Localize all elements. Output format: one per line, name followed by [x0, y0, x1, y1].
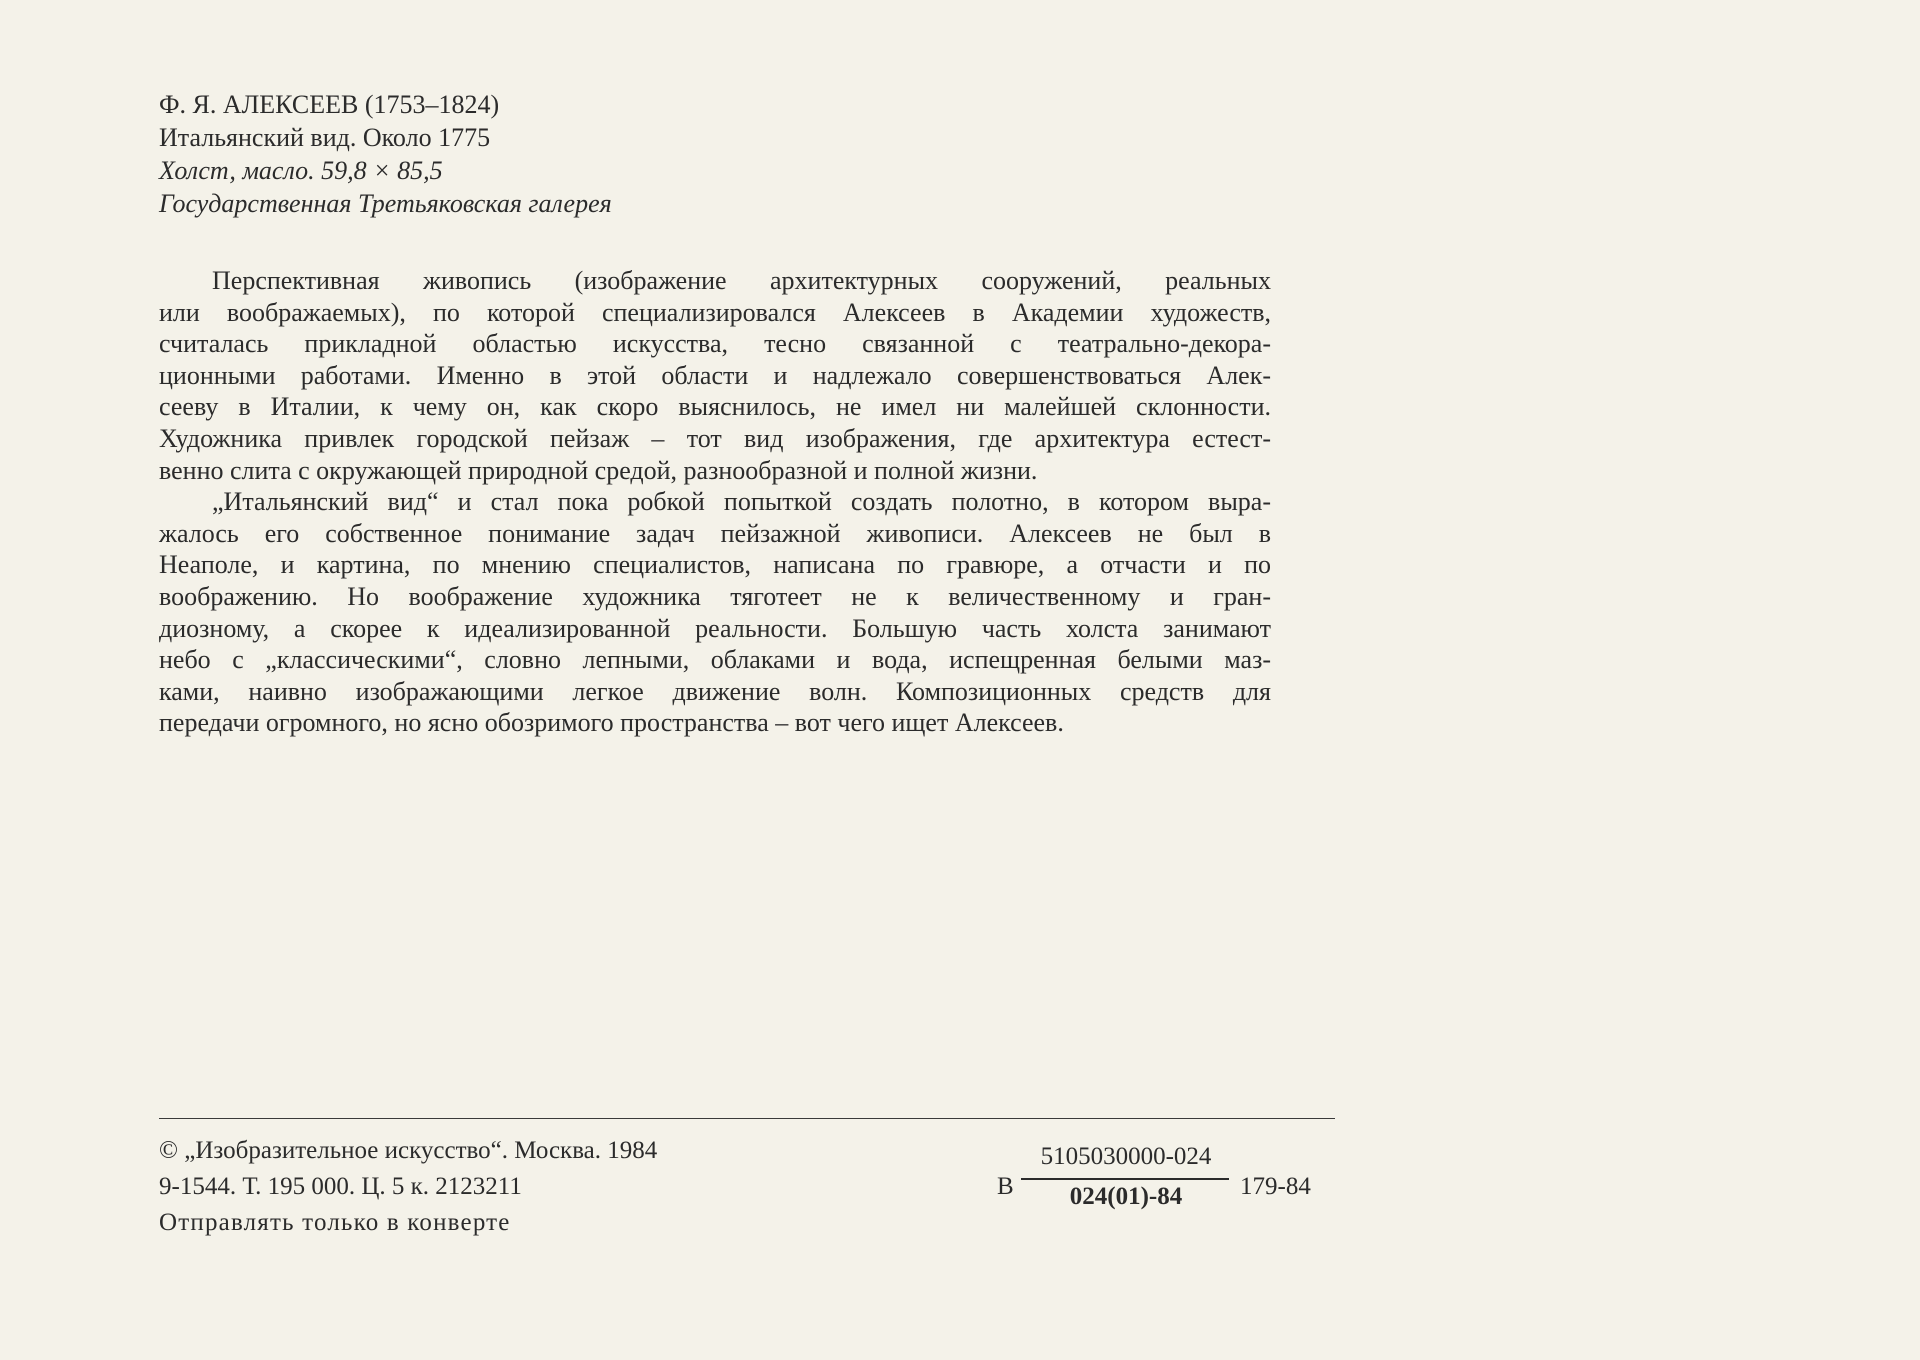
text-line: ками, наивно изображающими легкое движение волн. Композиционных средств для: [159, 676, 1271, 706]
publisher-line: © „Изобразительное искусство“. Москва. 1984: [159, 1137, 658, 1164]
code-numerator: 5105030000-024: [1040, 1143, 1212, 1170]
text-line: диозному, а скорее к идеализированной реальности. Большую часть холста занимают: [159, 613, 1271, 643]
artwork-medium: Холст, масло. 59,8 × 85,5: [159, 156, 443, 185]
catalog-code: [997, 1143, 1337, 1223]
mailing-note: Отправлять только в конверте: [159, 1209, 511, 1236]
text-line: небо с „классическими“, словно лепными, облаками и вода, испещренная белыми маз-: [159, 645, 1271, 675]
horizontal-divider: [159, 1118, 1335, 1119]
text-line: ционными работами. Именно в этой области и надлежало совершенствоваться Алек-: [159, 360, 1271, 390]
text-line: Художника привлек городской пейзаж – тот вид изображения, где архитектура естест-: [159, 423, 1271, 453]
text-line: сееву в Италии, к чему он, как скоро выяснилось, не имел ни малейшей склонности.: [159, 392, 1271, 422]
text-line: жалось его собственное понимание задач пейзажной живописи. Алексеев не был в: [159, 518, 1271, 548]
text-line: „Итальянский вид“ и стал пока робкой попыткой создать полотно, в котором выра-: [212, 487, 1271, 517]
code-prefix: В: [997, 1173, 1014, 1200]
description-text: [159, 265, 1271, 739]
text-line: считалась прикладной областью искусства, тесно связанной с театрально-декора-: [159, 329, 1271, 359]
text-line: Неаполе, и картина, по мнению специалистов, написана по гравюре, а отчасти и по: [159, 550, 1271, 580]
artwork-title: Итальянский вид. Около 1775: [159, 123, 491, 152]
fraction-bar: [1021, 1178, 1229, 1180]
publisher-imprint: [159, 1133, 657, 1241]
text-line: передачи огромного, но ясно обозримого пространства – вот чего ищет Алексеев.: [159, 708, 1064, 738]
code-denominator: 024(01)-84: [1069, 1183, 1183, 1210]
text-line: или воображаемых), по которой специализировался Алексеев в Академии художеств,: [159, 297, 1271, 327]
print-details: 9-1544. Т. 195 000. Ц. 5 к. 2123211: [159, 1173, 522, 1200]
text-line: венно слита с окружающей природной средой, разнообразной и полной жизни.: [159, 455, 1038, 485]
text-line: воображению. Но воображение художника тяготеет не к величественному и гран-: [159, 581, 1271, 611]
artwork-caption: [159, 88, 612, 220]
artist-name: Ф. Я. АЛЕКСЕЕВ (1753–1824): [159, 90, 500, 119]
code-suffix: 179-84: [1240, 1173, 1311, 1200]
artwork-collection: Государственная Третьяковская галерея: [159, 189, 612, 218]
text-line: Перспективная живопись (изображение архитектурных сооружений, реальных: [212, 266, 1271, 295]
